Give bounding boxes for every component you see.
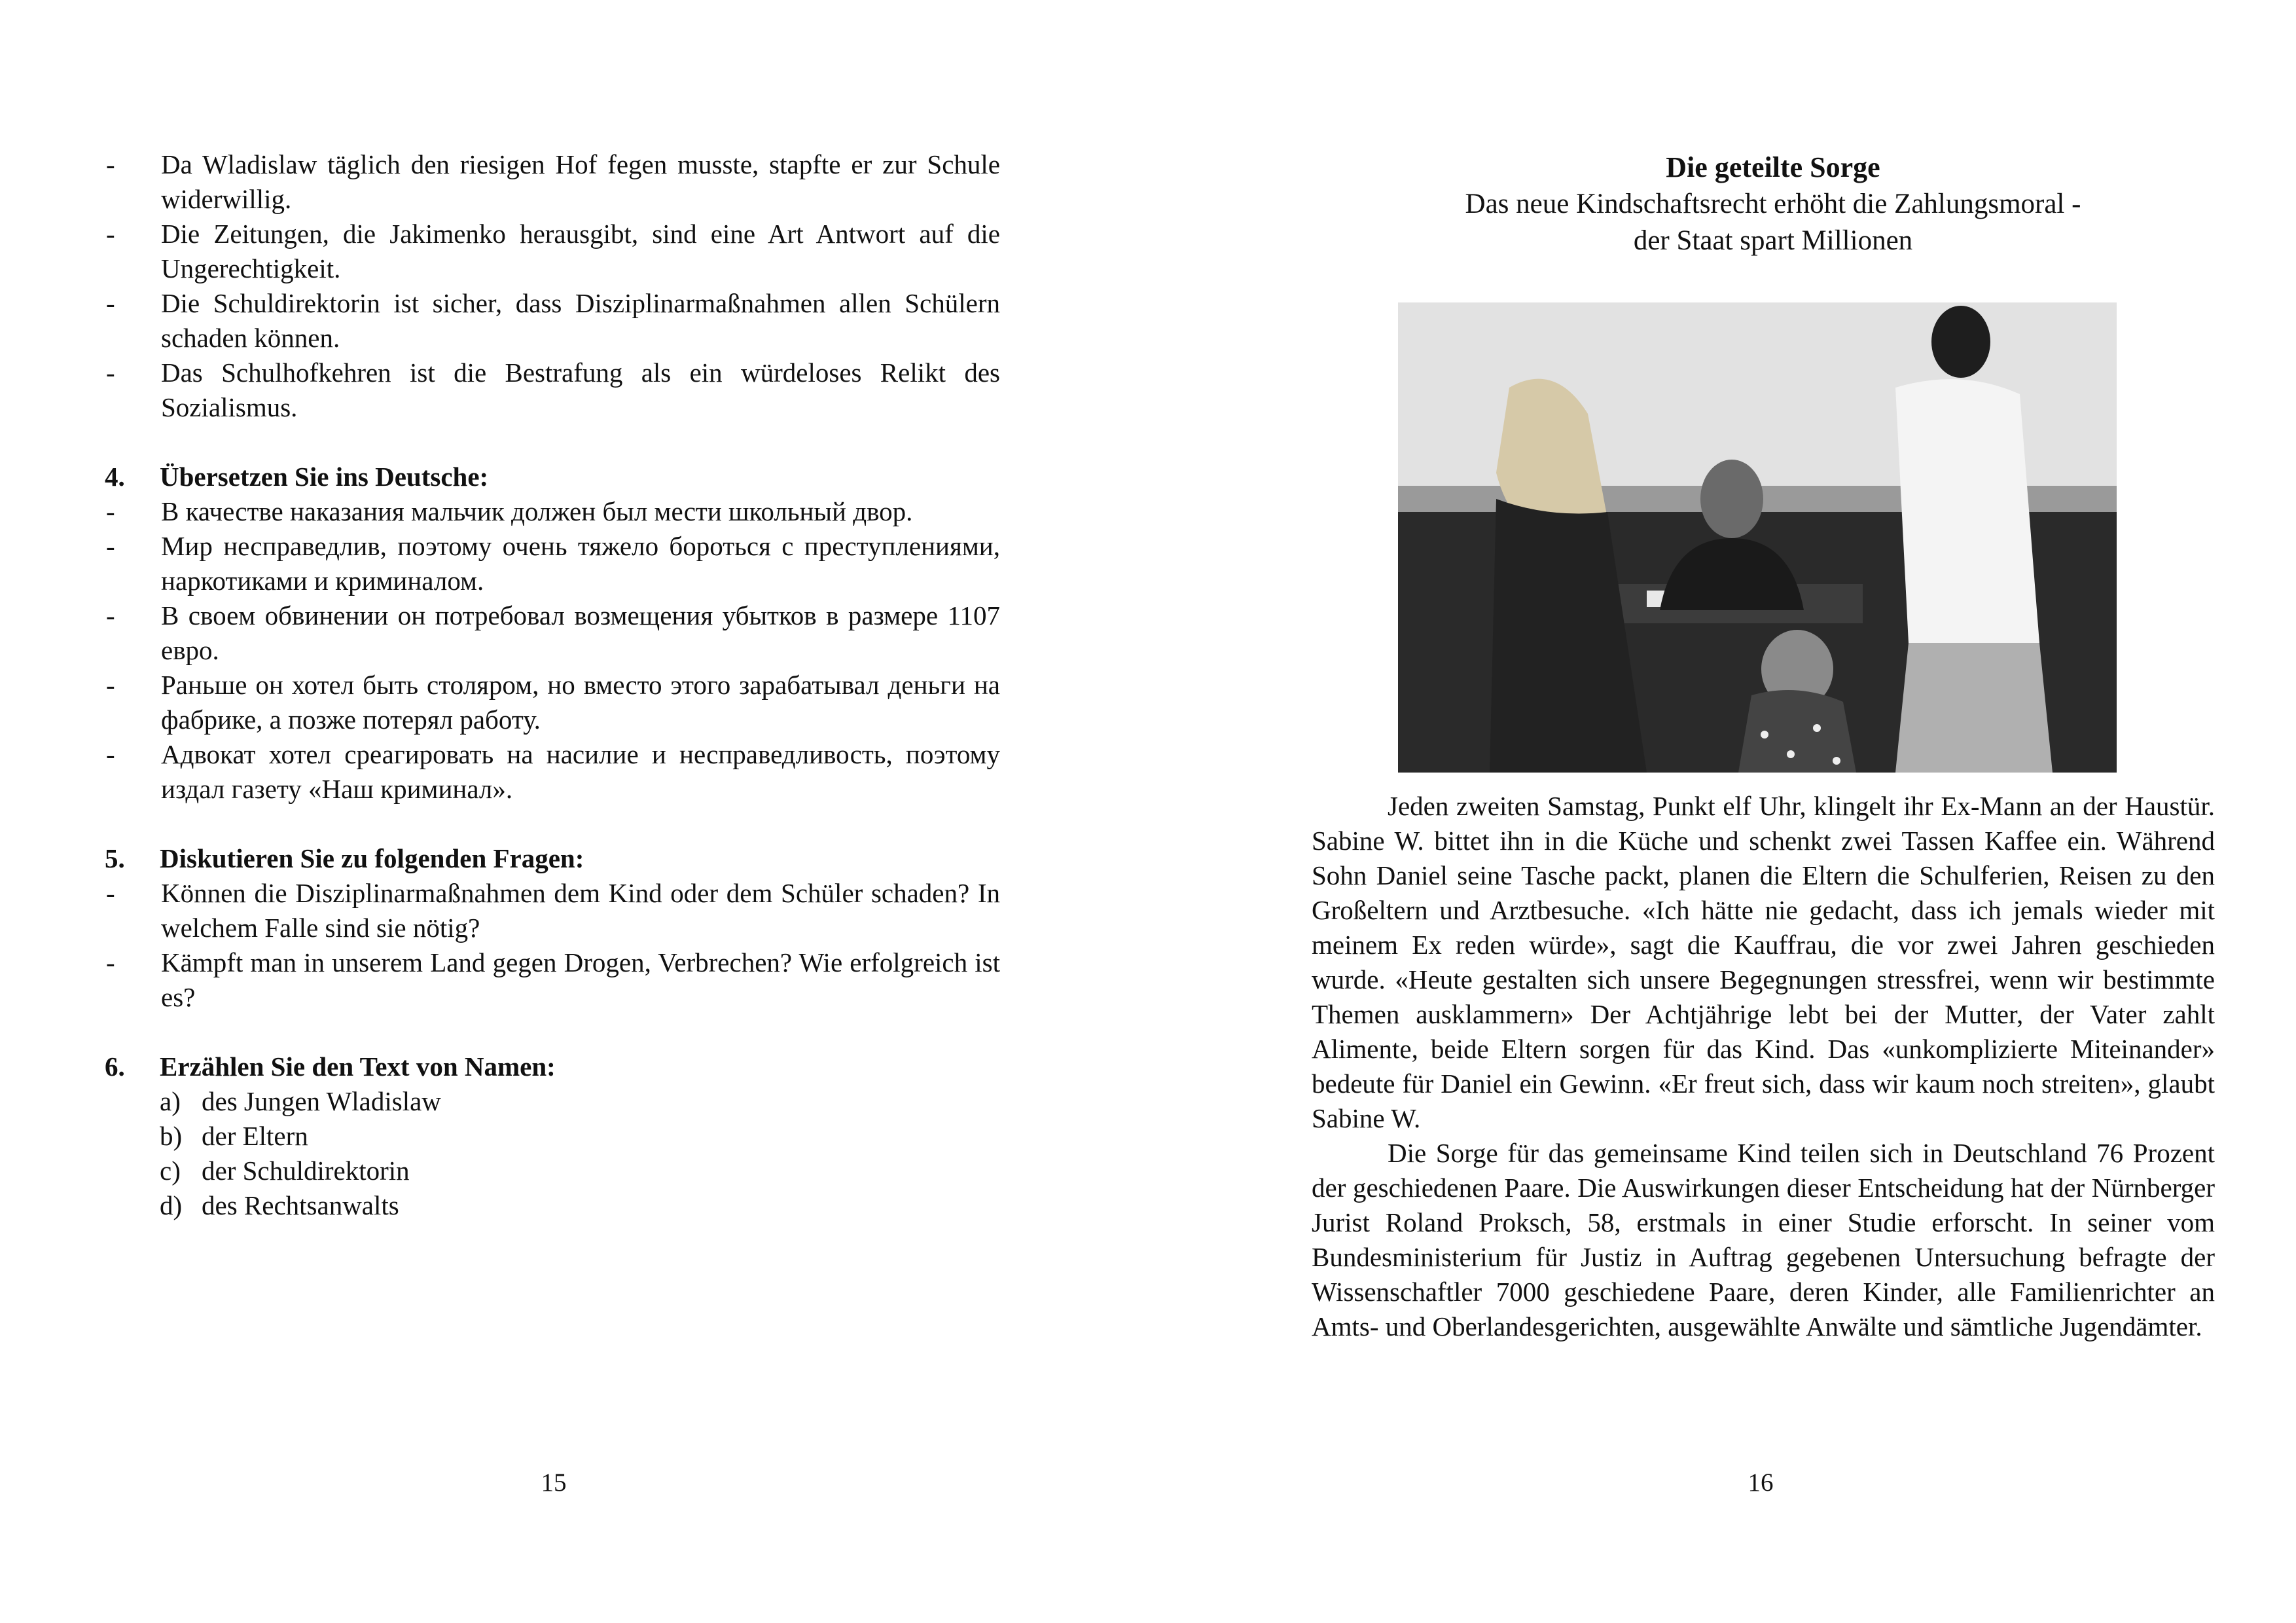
item-letter: c) <box>160 1156 181 1186</box>
section-title: Diskutieren Sie zu folgenden Fragen: <box>160 843 584 873</box>
section-heading <box>105 460 1000 494</box>
list-item-text: Da Wladislaw täglich den riesigen Hof fegen musste, stapfte er zur Schule widerwillig. <box>161 149 1000 214</box>
list-item <box>105 668 1000 737</box>
list-item <box>105 529 1000 598</box>
list-item <box>105 147 1000 217</box>
item-letter: a) <box>160 1086 181 1116</box>
list-item <box>105 494 1000 529</box>
list-item <box>105 286 1000 356</box>
list-item <box>105 1119 1000 1154</box>
list-item <box>105 1154 1000 1188</box>
article-body <box>1312 789 2215 1344</box>
title-block <box>1312 149 2215 259</box>
left-column <box>105 147 1000 1223</box>
photo-illustration <box>1398 302 2117 773</box>
item-letter: d) <box>160 1190 183 1220</box>
list-item <box>105 876 1000 945</box>
list-item-text: Раньше он хотел быть столяром, но вместо этого зарабатывал деньги на фабрике, а позже потерял работу. <box>161 670 1000 735</box>
list-item <box>105 598 1000 668</box>
list-item-text: Die Schuldirektorin ist sicher, dass Disziplinarmaßnahmen allen Schülern schaden können. <box>161 288 1000 353</box>
list-item <box>105 217 1000 286</box>
list-item <box>105 737 1000 807</box>
section-title: Erzählen Sie den Text von Namen: <box>160 1051 556 1082</box>
list-item-text: Адвокат хотел среагировать на насилие и несправедливость, поэтому издал газету «Наш криминал». <box>161 739 1000 804</box>
article-paragraph: Jeden zweiten Samstag, Punkt elf Uhr, klingelt ihr Ex-Mann an der Haustür. Sabine W. bittet ihn in die Küche und schenkt zwei Tassen Kaffee ein. Während Sohn Daniel seine Tasche packt, planen die Eltern die Schulferien, Reisen zu den Großeltern und Arztbesuche. «Ich hätte nie gedacht, dass ich jemals wieder mit meinem Ex reden würde», sagt die Kauffrau, die vor zwei Jahren geschieden wurde. «Heute gestalten sich unsere Begegnungen stressfrei, wenn wir bestimmte Themen ausklammern» Der Achtjährige lebt bei der Mutter, der Vater zahlt Alimente, beide Eltern sorgen für das Kind. Das «unkomplizierte Miteinander» bedeute für Daniel ein Gewinn. «Er freut sich, dass wir kaum noch streiten», glaubt Sabine W. <box>1312 791 2215 1133</box>
list-item-text: Können die Disziplinarmaßnahmen dem Kind oder dem Schüler schaden? In welchem Falle sind sie nötig? <box>161 878 1000 943</box>
list-item-text: Die Zeitungen, die Jakimenko herausgibt, sind eine Art Antwort auf die Ungerechtigkeit. <box>161 219 1000 283</box>
page-number: 16 <box>1748 1468 1774 1497</box>
article-header <box>1312 149 2215 259</box>
article-subtitle-line-1: Das neue Kindschaftsrecht erhöht die Zahlungsmoral - <box>1465 189 2081 219</box>
bullet-dash: - <box>106 878 115 908</box>
list-item-text: В качестве наказания мальчик должен был мести школьный двор. <box>161 496 913 526</box>
list-item <box>105 1084 1000 1119</box>
section-5-discussion <box>105 841 1000 1015</box>
section-heading <box>105 841 1000 876</box>
bullet-dash: - <box>106 739 115 769</box>
list-item <box>105 945 1000 1015</box>
section-6-retelling <box>105 1049 1000 1223</box>
list-item-text: des Jungen Wladislaw <box>202 1086 441 1116</box>
list-item-text: Das Schulhofkehren ist die Bestrafung als ein würdeloses Relikt des Sozialismus. <box>161 357 1000 422</box>
bullet-dash: - <box>106 219 115 249</box>
bullet-dash: - <box>106 947 115 977</box>
list-item <box>105 356 1000 425</box>
section-number: 5. <box>105 843 125 873</box>
page-number: 15 <box>541 1468 567 1497</box>
list-item-text: der Eltern <box>202 1121 308 1151</box>
article-photo <box>1398 302 2117 773</box>
bullet-dash: - <box>106 496 115 526</box>
right-page <box>1148 0 2296 1623</box>
article-subtitle-line-2: der Staat spart Millionen <box>1633 225 1913 256</box>
section-number: 4. <box>105 462 125 492</box>
section-number: 6. <box>105 1051 125 1082</box>
bullet-dash: - <box>106 531 115 561</box>
item-letter: b) <box>160 1121 183 1151</box>
list-item-text: В своем обвинении он потребовал возмещения убытков в размере 1107 евро. <box>161 600 1000 665</box>
section-title: Übersetzen Sie ins Deutsche: <box>160 462 489 492</box>
bullet-dash: - <box>106 670 115 700</box>
section-heading <box>105 1049 1000 1084</box>
article-paragraph: Die Sorge für das gemeinsame Kind teilen sich in Deutschland 76 Prozent der geschiedenen Paare. Die Auswirkungen dieser Entscheidung hat der Nürnberger Jurist Roland Proksch, 58, erstmals in einer Studie erforscht. In seiner vom Bundesministerium für Justiz in Auftrag gegebenen Untersuchung befragte der Wissenschaftler 7000 geschiedene Paare, deren Kinder, alle Familienrichter an Amts- und Oberlandesgerichten, ausgewählte Anwälte und sämtliche Jugendämter. <box>1312 1138 2215 1341</box>
bullet-dash: - <box>106 600 115 630</box>
list-item-text: des Rechtsanwalts <box>202 1190 399 1220</box>
section-4-translation <box>105 460 1000 807</box>
intro-bullet-list <box>105 147 1000 425</box>
list-item <box>105 1188 1000 1223</box>
article-title: Die geteilte Sorge <box>1666 151 1880 183</box>
bullet-dash: - <box>106 149 115 179</box>
bullet-dash: - <box>106 357 115 388</box>
list-item-text: Мир несправедлив, поэтому очень тяжело бороться с преступлениями, наркотиками и криминалом. <box>161 531 1000 596</box>
list-item-text: Kämpft man in unserem Land gegen Drogen, Verbrechen? Wie erfolgreich ist es? <box>161 947 1000 1012</box>
bullet-dash: - <box>106 288 115 318</box>
list-item-text: der Schuldirektorin <box>202 1156 410 1186</box>
